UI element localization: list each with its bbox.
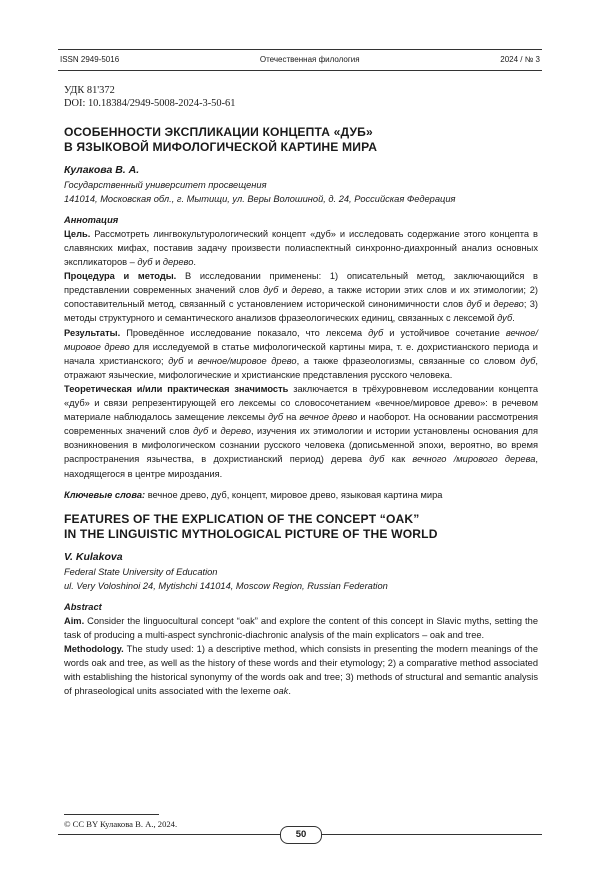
en-aim-label: Aim. bbox=[64, 615, 85, 626]
issn: ISSN 2949-5016 bbox=[60, 55, 120, 64]
journal-name: Отечественная филология bbox=[259, 55, 360, 64]
issue-number: 2024 / № 3 bbox=[500, 55, 540, 64]
en-title bbox=[64, 512, 538, 543]
copyright-footnote: © CC BY Кулакова В. А., 2024. bbox=[64, 819, 178, 829]
ru-methods: Процедура и методы. В исследовании применены: 1) описательный метод, заключающийся в представлении современных значений слов дуб и дерево, а также истории этих слов и их этимологии; 2) сопоставительный метод, связанный с установлением исторической синонимичности слов дуб и дерево; 3) методы структурного и семантического анализов фразеологических единиц, связанных с лексемой дуб. bbox=[64, 271, 539, 324]
ru-aim: Цель. Рассмотреть лингвокультурологический концепт «дуб» и исследовать содержание этого концепта в славянских мифах, поставив задачу произвести полиаспектный синхронно-диахронный анализ основных экспликаторов – дуб и дерево. bbox=[64, 228, 538, 268]
footnote-divider bbox=[64, 814, 159, 815]
en-aim: Aim. Consider the linguocultural concept “oak” and explore the content of this concept in Slavic myths, setting the task of producing a multi-aspect synchronic-diachronic analysis of the main explicators – oak and tree. bbox=[64, 615, 538, 640]
ru-significance: Теоретическая и/или практическая значимость заключается в трёхуровневом исследовании концепта «дуб» и связи репрезентирующей его лексемы со словосочетанием «вечное/мировое древо»: в речевом материале наблюдалось замещение лексемы дуб на вечное древо и наоборот. На основании рассмотрения современных значений слов дуб и дерево, изучения их этимологии и истории установлены основания для возникновения в мифологическом сознании русского человека (дописьменной эпохи, вероятно, во время распространения язычества, в дохристианский период) дерева дуб как вечного /мирового дерева, находящегося в центре мироздания. bbox=[64, 383, 539, 479]
udk: УДК 81'372 bbox=[64, 85, 115, 96]
ru-results-label: Результаты. bbox=[64, 327, 121, 338]
en-address: ul. Very Voloshinoi 24, Mytishchi 141014, Moscow Region, Russian Federation bbox=[64, 580, 388, 591]
ru-address: 141014, Московская обл., г. Мытищи, ул. Веры Волошиной, д. 24, Российская Федерация bbox=[64, 193, 456, 204]
ru-title bbox=[64, 125, 538, 156]
en-methodology-label: Methodology. bbox=[64, 643, 124, 654]
en-methodology: Methodology. The study used: 1) a descriptive method, which consists in presenting the modern meanings of the words oak and tree, as well as the history of these words and their etymology; 2) a comparative method associated with establishing the historical synonymy of the words oak and tree; 3) methods of structural and semantic analysis of phraseological units associated with the lexeme oak. bbox=[64, 643, 538, 697]
en-title-line-2: IN THE LINGUISTIC MYTHOLOGICAL PICTURE OF THE WORLD bbox=[64, 527, 438, 542]
en-abstract-heading: Abstract bbox=[64, 601, 102, 612]
ru-significance-label: Теоретическая и/или практическая значимость bbox=[64, 383, 289, 394]
ru-author: Кулакова В. А. bbox=[64, 163, 140, 176]
article-body bbox=[64, 84, 538, 698]
ru-title-line-2: В ЯЗЫКОВОЙ МИФОЛОГИЧЕСКОЙ КАРТИНЕ МИРА bbox=[64, 140, 378, 155]
ru-keywords: Ключевые слова: вечное древо, дуб, концепт, мировое древо, языковая картина мира bbox=[64, 489, 443, 500]
ru-affiliation: Государственный университет просвещения bbox=[64, 179, 267, 190]
ru-title-line-1: ОСОБЕННОСТИ ЭКСПЛИКАЦИИ КОНЦЕПТА «ДУБ» bbox=[64, 124, 373, 139]
ru-keywords-label: Ключевые слова: bbox=[64, 489, 146, 500]
running-header bbox=[58, 49, 542, 71]
page-number: 50 bbox=[280, 826, 322, 844]
ru-results: Результаты. Проведённое исследование показало, что лексема дуб и устойчивое сочетание вечное/мировое древо для исследуемой в статье мифологической картины мира, т. е. дохристианского периода и начала христианского; дуб и вечное/мировое древо, а также фразеологизмы, связанные со словом дуб, отражают языческие, мифологические и христианские представления русского человека. bbox=[64, 327, 538, 380]
ru-abstract-heading: Аннотация bbox=[64, 214, 119, 225]
ru-methods-label: Процедура и методы. bbox=[64, 271, 177, 282]
en-author: V. Kulakova bbox=[64, 550, 123, 563]
en-title-line-1: FEATURES OF THE EXPLICATION OF THE CONCEPT “OAK” bbox=[64, 511, 420, 526]
ru-aim-label: Цель. bbox=[64, 228, 91, 239]
doi: DOI: 10.18384/2949-5008-2024-3-50-61 bbox=[64, 98, 236, 110]
en-affiliation: Federal State University of Education bbox=[64, 566, 218, 577]
